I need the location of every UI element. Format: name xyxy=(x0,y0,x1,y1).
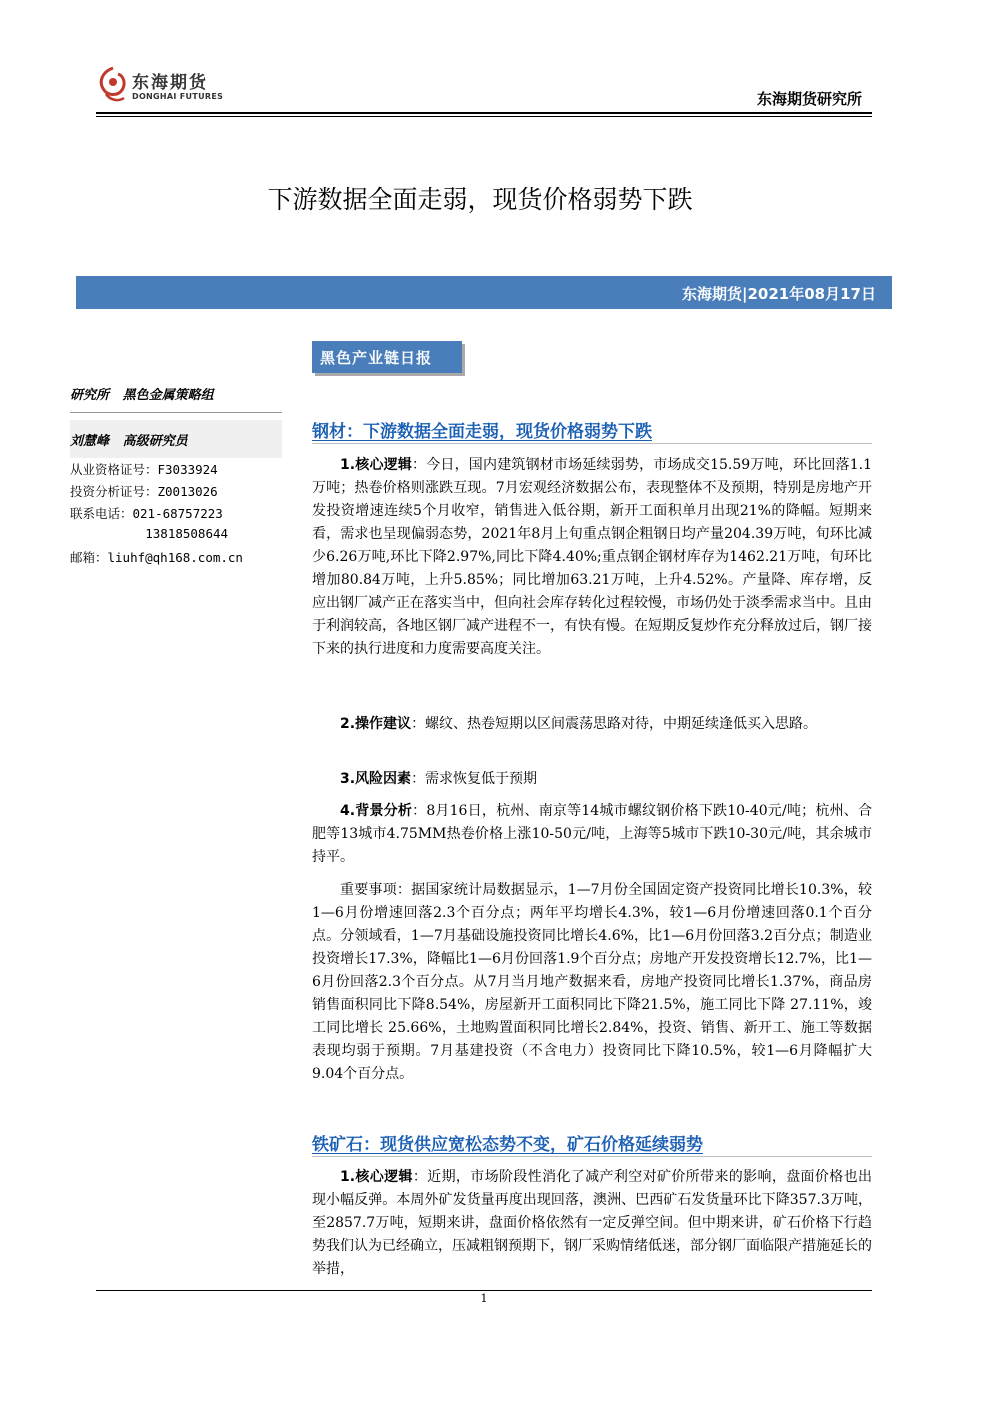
report-date: 东海期货|2021年08月17日 xyxy=(682,285,876,303)
ore-core-logic-text: ：近期，市场阶段性消化了减产利空对矿价所带来的影响，盘面价格也出现小幅反弹。本周外矿发货量再度出现回落，澳洲、巴西矿石发货量环比下降357.3万吨，至2857.7万吨，短期来讲，盘面价格依然有一定反弹空间。但中期来讲，矿石价格下行趋势我们认为已经确立，压减粗钢预期下，钢厂采购情绪低迷，部分钢厂面临限产措施延长的举措， xyxy=(312,1169,872,1277)
contact-mobile: 13818508644 xyxy=(70,526,229,541)
steel-key-events: 重要事项：据国家统计局数据显示，1—7月份全国固定资产投资同比增长10.3%，较1—6月份增速回落2.3个百分点；两年平均增长4.3%，较1—6月份增速回落0.1个百分点。分领域看，1—7月基础设施投资同比增长4.6%，比1—6月份回落3.2百分点；制造业投资增长17.3%，降幅比1—6月份回落1.9个百分点；房地产开发投资增长12.7%，比1—6月份回落2.3个百分点。从7月当月地产数据来看，房地产投资同比增长1.37%，商品房销售面积同比下降8.54%，房屋新开工面积同比下降21.5%，施工同比下降 27.11%，竣工同比增长 25.66%，土地购置面积同比增长2.84%，投资、销售、新开工、施工等数据表现均弱于预期。7月基建投资（不含电力）投资同比下降10.5%，较1—6月降幅扩大9.04个百分点。 xyxy=(312,882,872,1082)
steel-background-label: 4.背景分析 xyxy=(340,803,413,819)
analyst-name: 刘慧峰 高级研究员 xyxy=(70,434,188,449)
steel-advice-text: ：螺纹、热卷短期以区间震荡思路对待，中期延续逢低买入思路。 xyxy=(411,716,818,732)
ore-core-logic-label: 1.核心逻辑 xyxy=(340,1169,413,1185)
steel-risk-text: ：需求恢复低于预期 xyxy=(411,771,538,787)
report-type-tag xyxy=(312,341,462,373)
steel-core-logic xyxy=(312,454,872,661)
steel-core-logic-text: ：今日，国内建筑钢材市场延续弱势，市场成交15.59万吨，环比回落1.1万吨；热卷价格则涨跌互现。7月宏观经济数据公布，表现整体不及预期，特别是房地产开发投资增速连续5个月收窄，销售进入低谷期，新开工面积单月出现21%的降幅。短期来看，需求也呈现偏弱态势，2021年8月上旬重点钢企粗钢日均产量204.39万吨，旬环比减少6.26万吨,环比下降2.97%,同比下降4.40%;重点钢企钢材库存为1462.21万吨，旬环比增加80.84万吨，上升5.85%；同比增加63.21万吨，上升4.52%。产量降、库存增，反应出钢厂减产正在落实当中，但向社会库存转化过程较慢，市场仍处于淡季需求当中。且由于利润较高，各地区钢厂减产进程不一，有快有慢。在短期反复炒作充分释放过后，钢厂接下来的执行进度和力度需要高度关注。 xyxy=(312,457,872,657)
header-divider-thin xyxy=(96,116,872,117)
research-group: 研究所 黑色金属策略组 xyxy=(70,388,214,403)
report-title: 下游数据全面走弱，现货价格弱势下跌 xyxy=(267,185,693,214)
sidebar-divider xyxy=(70,412,282,413)
steel-background xyxy=(312,800,872,869)
header-divider xyxy=(96,112,872,114)
analysis-certificate: 投资分析证号：Z0013026 xyxy=(70,484,218,499)
steel-section-title: 钢材：下游数据全面走弱，现货价格弱势下跌 xyxy=(312,422,652,442)
steel-section-rule xyxy=(312,443,872,444)
date-bar xyxy=(76,276,892,309)
logo-text-cn: 东海期货 xyxy=(132,73,208,93)
steel-background-text: ：8月16日，杭州、南京等14城市螺纹钢价格下跌10-40元/吨；杭州、合肥等13城市4.75MM热卷价格上涨10-50元/吨，上海等5城市下跌10-30元/吨，其余城市持平。 xyxy=(312,803,872,865)
donghai-logo xyxy=(96,64,236,110)
ore-section-rule xyxy=(312,1156,872,1157)
contact-phone: 联系电话：021-68757223 xyxy=(70,506,223,521)
ore-core-logic xyxy=(312,1166,872,1281)
contact-email: 邮箱：liuhf@qh168.com.cn xyxy=(70,550,243,565)
institute-name: 东海期货研究所 xyxy=(756,90,862,108)
qualification-number: 从业资格证号：F3033924 xyxy=(70,462,218,477)
steel-core-logic-label: 1.核心逻辑 xyxy=(340,457,413,473)
steel-risk-label: 3.风险因素 xyxy=(340,771,412,787)
steel-advice xyxy=(312,713,872,736)
report-type-label: 黑色产业链日报 xyxy=(320,349,433,367)
page-header xyxy=(96,62,872,114)
steel-risk xyxy=(312,768,872,791)
steel-advice-label: 2.操作建议 xyxy=(340,716,412,732)
ore-section-title: 铁矿石：现货供应宽松态势不变，矿石价格延续弱势 xyxy=(312,1135,703,1155)
donghai-logo-icon xyxy=(96,64,130,106)
logo-text-en: DONGHAI FUTURES xyxy=(132,92,224,101)
page-number: 1 xyxy=(480,1292,488,1305)
footer-divider xyxy=(96,1290,872,1291)
